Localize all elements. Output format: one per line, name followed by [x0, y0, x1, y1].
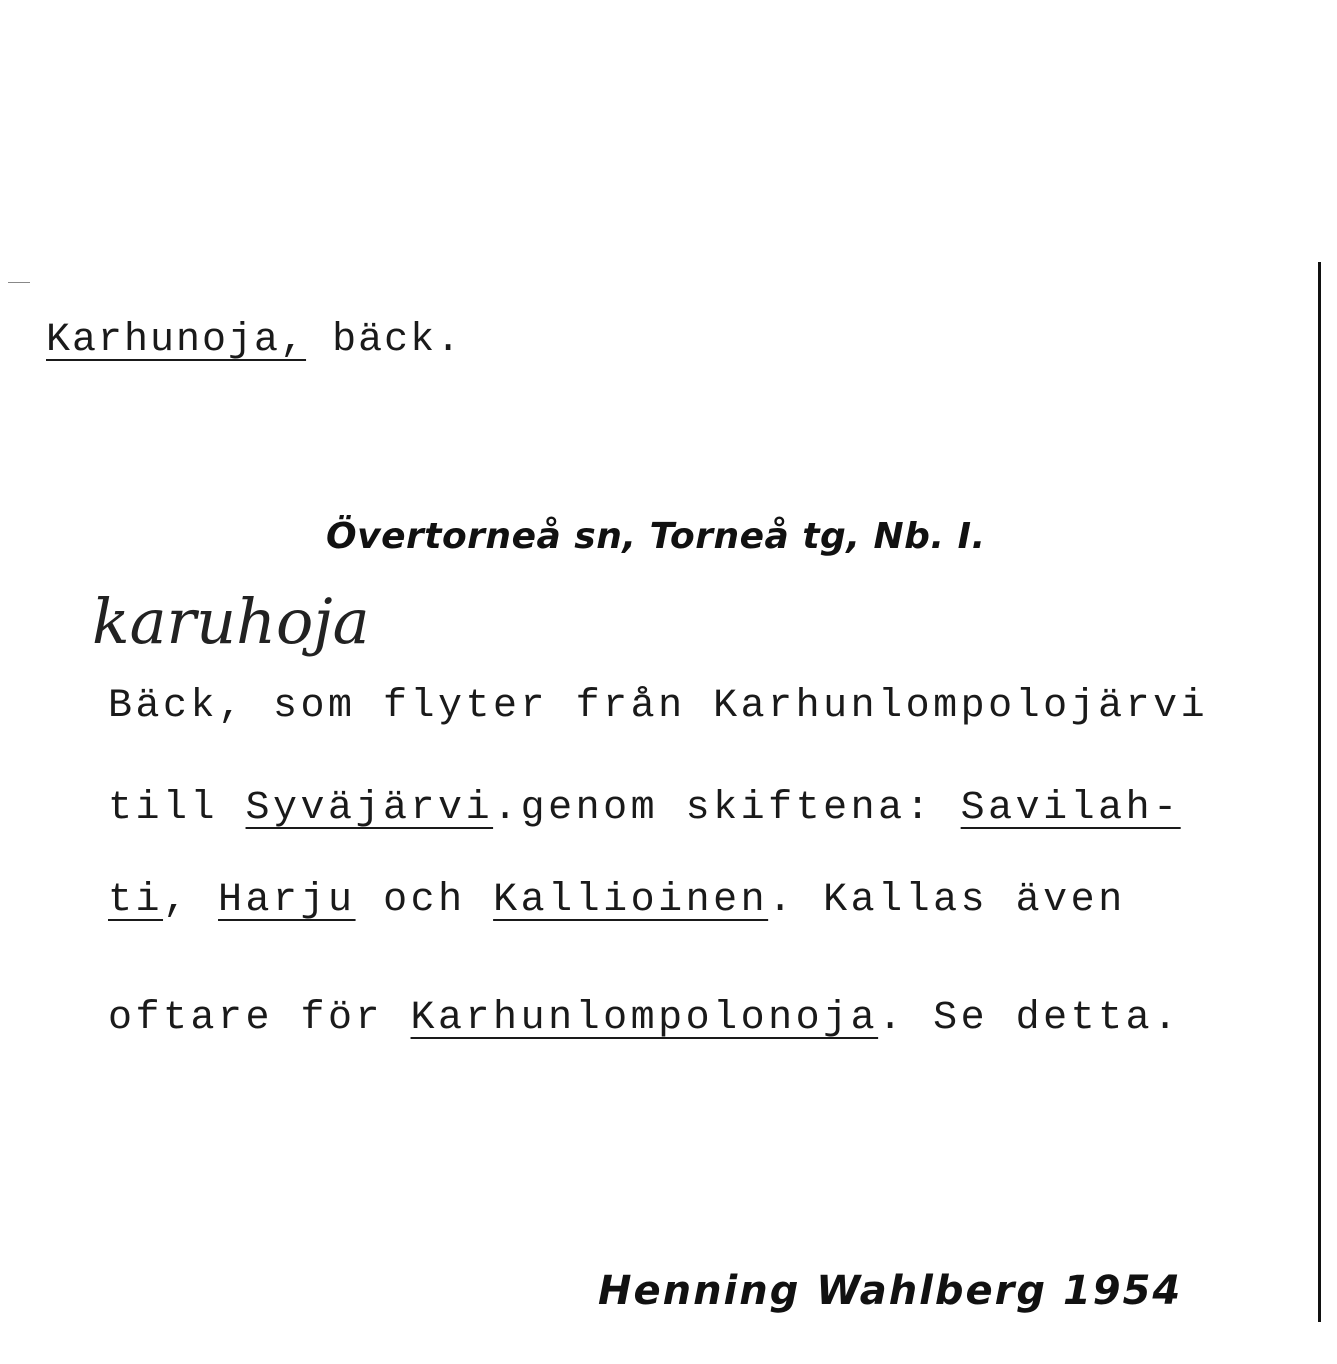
text-segment: ,	[163, 878, 219, 923]
margin-mark	[8, 282, 30, 283]
handwritten-pronunciation: karuhoja	[92, 585, 370, 658]
body-line-4	[108, 996, 1181, 1041]
headword	[46, 318, 462, 363]
place-name-link: Harju	[218, 878, 356, 923]
text-segment: . Se detta.	[878, 996, 1181, 1041]
signature: Henning Wahlberg 1954	[598, 1268, 1183, 1314]
place-name-link: Savilah-	[960, 786, 1181, 831]
place-name-link: Syväjärvi	[245, 786, 494, 831]
text-segment: till	[108, 786, 246, 831]
locality-line: Övertorneå sn, Torneå tg, Nb. I.	[326, 516, 986, 557]
headword-name: Karhunoja,	[46, 318, 307, 363]
body-line-3	[108, 878, 1126, 923]
text-segment: och	[355, 878, 494, 923]
place-name-link: Kallioinen	[493, 878, 769, 923]
body-line-2	[108, 786, 1181, 831]
headword-type: bäck.	[332, 318, 463, 363]
place-name-link: ti	[108, 878, 164, 923]
body-line-1: Bäck, som flyter från Karhunlompolojärvi	[108, 684, 1209, 729]
text-segment: .genom skiftena:	[493, 786, 961, 831]
text-segment: oftare för	[108, 996, 411, 1041]
card-edge-rule	[1318, 262, 1321, 1322]
place-name-link: Karhunlompolonoja	[410, 996, 879, 1041]
text-segment: . Kallas även	[768, 878, 1126, 923]
